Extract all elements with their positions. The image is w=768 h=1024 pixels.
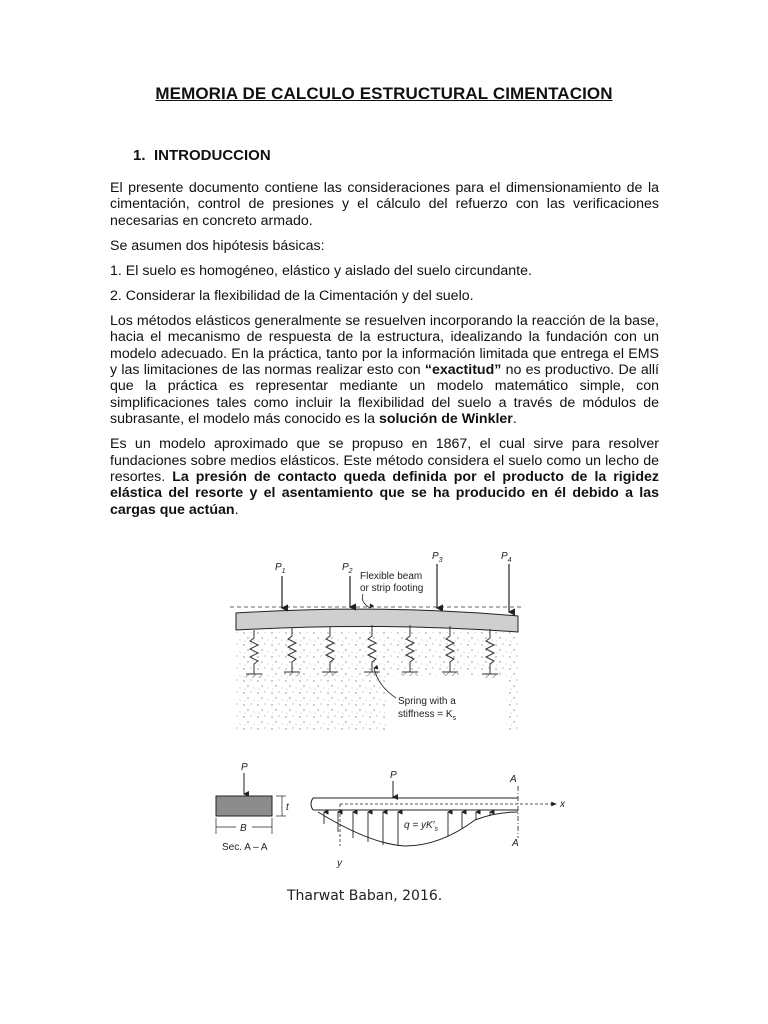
paragraph-elastic-text-e: . <box>512 411 517 428</box>
flexible-beam <box>236 609 518 632</box>
beam-label-line1: Flexible beam <box>360 571 423 582</box>
winkler-figure <box>200 546 580 916</box>
beam-label-pointer <box>362 594 370 608</box>
section-caption: Sec. A – A <box>222 842 268 853</box>
p1-label: $P_1$ <box>275 562 286 575</box>
contact-pressure-emphasis: La presión de contacto queda definida por el producto de la rigidez elástica del resorte y el asentamiento que se ha producido en él debido a las cargas que actúan <box>110 469 659 518</box>
document-title: MEMORIA DE CALCULO ESTRUCTURAL CIMENTACION <box>155 84 613 103</box>
section-a-top-label: A <box>510 774 517 785</box>
spring-label-line2: stiffness = $K_s$ <box>398 709 457 722</box>
winkler-emphasis: solución de Winkler <box>378 411 513 428</box>
winkler-diagram <box>200 546 580 886</box>
section-a-bottom-label: A <box>512 838 519 849</box>
paragraph-elastic-methods <box>110 313 659 428</box>
section-load-label: P <box>241 762 248 773</box>
p2-label: $P_2$ <box>342 562 353 575</box>
hypothesis-1: 1. El suelo es homogéneo, elástico y aislado del suelo circundante. <box>110 262 532 279</box>
spring-label-line1: Spring with a <box>398 696 456 707</box>
exactitud-emphasis: “exactitud” <box>424 362 502 379</box>
section-title: INTRODUCCION <box>154 147 271 164</box>
pressure-formula: $q = yK'_s$ <box>404 820 439 833</box>
section-number: 1. <box>133 147 146 164</box>
paragraph-hypotheses: Se asumen dos hipótesis básicas: <box>110 237 325 254</box>
beam-end-left <box>311 798 313 810</box>
paragraph-elastic-text-a: Los métodos elásticos generalmente se resuelven incorporando la reacción de la base, hacia el mecanismo de respuesta de la estructura, idealizando la fundación con un modelo adecuado. En la práctica, tanto por la información limitada que entrega el EMS y las limitaciones de las normas realizar esto con <box>110 312 659 379</box>
paragraph-winkler-text-a: Es un modelo aproximado que se propuso en 1867, el cual sirve para resolver fundaciones sobre medios elásticos. Este método considera el suelo como un lecho de resortes. <box>110 436 659 486</box>
beam-load-label: P <box>390 770 397 781</box>
paragraph-intro: El presente documento contiene las consideraciones para el dimensionamiento de la cimentación, control de presiones y el cálculo del refuerzo con las verificaciones necesarias en concreto armado. <box>110 180 659 229</box>
p4-label: $P_4$ <box>501 551 512 564</box>
document-body <box>110 180 659 518</box>
beam-label-line2: or strip footing <box>360 583 424 594</box>
section-rectangle <box>216 796 272 816</box>
width-label: B <box>240 823 247 834</box>
y-axis-label: y <box>337 858 342 869</box>
section-heading <box>133 147 271 164</box>
thickness-label: t <box>286 802 289 813</box>
p3-label: $P_3$ <box>432 551 443 564</box>
x-axis-label: x <box>560 799 565 810</box>
paragraph-winkler-text-c: . <box>234 501 239 518</box>
paragraph-winkler-model <box>110 436 659 518</box>
figure-caption: Tharwat Baban, 2016. <box>287 888 443 904</box>
hypothesis-2: 2. Considerar la flexibilidad de la Cimentación y del suelo. <box>110 287 474 304</box>
paragraph-elastic-text-c: no es productivo. De allí que la práctica es representar mediante un modelo matemático simple, con simplificaciones tales como incluir la flexibilidad del suelo a través de módulos de subrasante, el modelo más conocido es la <box>110 362 659 428</box>
